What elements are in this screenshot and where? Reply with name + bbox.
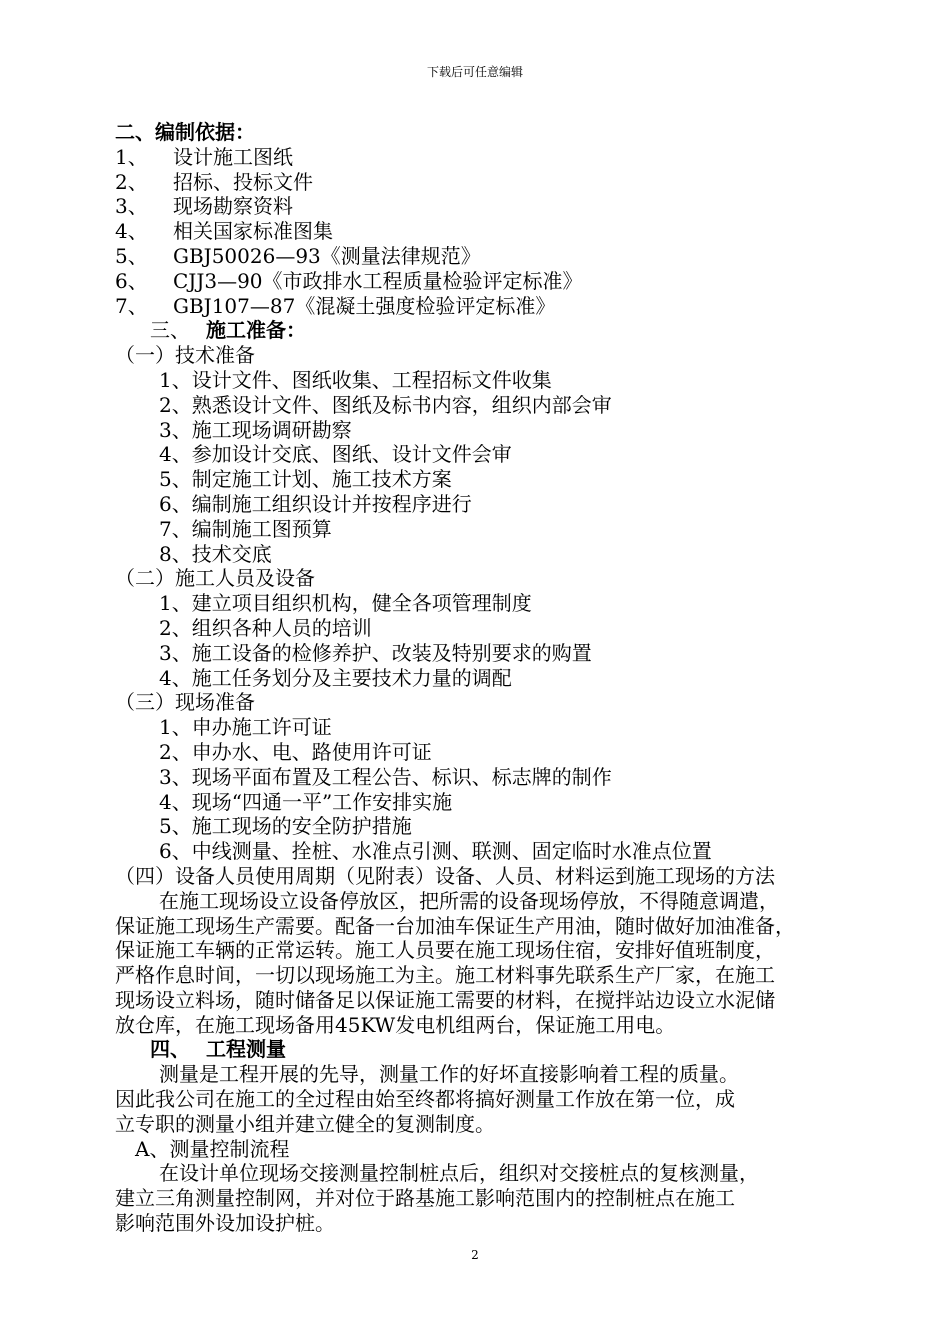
list-item: 7、编制施工图预算 bbox=[159, 516, 332, 541]
section-3-title: 施工准备： bbox=[206, 318, 306, 343]
list-item bbox=[115, 244, 875, 269]
paragraph-line: 立专职的测量小组并建立健全的复测制度。 bbox=[115, 1111, 495, 1136]
section-3-heading bbox=[115, 318, 875, 343]
subsection-4-paragraph bbox=[115, 889, 875, 1038]
list-item-number: 5、 bbox=[115, 243, 148, 268]
list-item bbox=[115, 219, 875, 244]
subsection-a-paragraph bbox=[115, 1161, 875, 1235]
list-item-text: CJJ3—90《市政排水工程质量检验评定标准》 bbox=[173, 268, 583, 293]
paragraph-line: 严格作息时间，一切以现场施工为主。施工材料事先联系生产厂家，在施工 bbox=[115, 963, 775, 988]
list-item bbox=[115, 145, 875, 170]
section-3-number: 三、 bbox=[150, 318, 190, 343]
paragraph-line: 保证施工现场生产需要。配备一台加油车保证生产用油，随时做好加油准备， bbox=[115, 913, 795, 938]
list-item-number: 7、 bbox=[115, 293, 148, 318]
section-4-title: 工程测量 bbox=[206, 1037, 286, 1062]
list-item-text: GBJ107—87《混凝土强度检验评定标准》 bbox=[173, 293, 556, 318]
list-item bbox=[115, 170, 875, 195]
list-item: 4、施工任务划分及主要技术力量的调配 bbox=[159, 665, 512, 690]
paragraph-line: 建立三角测量控制网，并对位于路基施工影响范围内的控制桩点在施工 bbox=[115, 1186, 735, 1211]
paragraph-line: 现场设立料场，随时储备足以保证施工需要的材料，在搅拌站边设立水泥储 bbox=[115, 987, 775, 1012]
list-item: 1、申办施工许可证 bbox=[159, 715, 332, 740]
subsection-4-title: （四）设备人员使用周期（见附表）设备、人员、材料运到施工现场的方法 bbox=[115, 863, 775, 888]
list-item-number: 2、 bbox=[115, 169, 148, 194]
list-item: 6、中线测量、拴桩、水准点引测、联测、固定临时水准点位置 bbox=[159, 839, 712, 864]
list-item bbox=[115, 194, 875, 219]
page-header: 下载后可任意编辑 bbox=[426, 65, 523, 79]
section-2-list bbox=[115, 145, 875, 319]
list-item: 6、编制施工组织设计并按程序进行 bbox=[159, 491, 472, 516]
list-item: 3、施工现场调研勘察 bbox=[159, 417, 352, 442]
list-item-number: 4、 bbox=[115, 219, 148, 244]
list-item: 2、熟悉设计文件、图纸及标书内容，组织内部会审 bbox=[159, 392, 612, 417]
list-item bbox=[115, 269, 875, 294]
subsection-3-title: （三）现场准备 bbox=[115, 690, 255, 715]
list-item bbox=[115, 294, 875, 319]
list-item-text: 设计施工图纸 bbox=[173, 144, 293, 169]
section-4-paragraph bbox=[115, 1062, 875, 1136]
list-item-number: 3、 bbox=[115, 194, 148, 219]
list-item: 3、施工设备的检修养护、改装及特别要求的购置 bbox=[159, 640, 592, 665]
paragraph-line: 放仓库，在施工现场备用45KW发电机组两台，保证施工用电。 bbox=[115, 1012, 676, 1037]
subsection-1-title: （一）技术准备 bbox=[115, 343, 255, 368]
list-item: 1、设计文件、图纸收集、工程招标文件收集 bbox=[159, 367, 552, 392]
list-item: 4、参加设计交底、图纸、设计文件会审 bbox=[159, 442, 512, 467]
list-item-text: GBJ50026—93《测量法律规范》 bbox=[173, 243, 481, 268]
list-item: 4、现场“四通一平”工作安排实施 bbox=[159, 789, 453, 814]
list-item-text: 现场勘察资料 bbox=[173, 194, 293, 219]
list-item: 5、制定施工计划、施工技术方案 bbox=[159, 467, 452, 492]
paragraph-line: 在施工现场设立设备停放区，把所需的设备现场停放，不得随意调遣， bbox=[159, 888, 779, 913]
list-item: 8、技术交底 bbox=[159, 541, 272, 566]
paragraph-line: 测量是工程开展的先导，测量工作的好坏直接影响着工程的质量。 bbox=[159, 1062, 739, 1087]
list-item-number: 6、 bbox=[115, 268, 148, 293]
list-item-text: 相关国家标准图集 bbox=[173, 219, 333, 244]
section-2-title: 二、编制依据： bbox=[115, 120, 255, 144]
paragraph-line: 影响范围外设加设护桩。 bbox=[115, 1211, 335, 1236]
list-item: 5、施工现场的安全防护措施 bbox=[159, 814, 412, 839]
paragraph-line: 保证施工车辆的正常运转。施工人员要在施工现场住宿，安排好值班制度， bbox=[115, 938, 775, 963]
list-item: 1、建立项目组织机构，健全各项管理制度 bbox=[159, 591, 532, 616]
list-item: 2、组织各种人员的培训 bbox=[159, 615, 372, 640]
list-item: 3、现场平面布置及工程公告、标识、标志牌的制作 bbox=[159, 764, 612, 789]
paragraph-line: 在设计单位现场交接测量控制桩点后，组织对交接桩点的复核测量， bbox=[159, 1161, 759, 1186]
document-body bbox=[115, 120, 875, 1236]
section-4-number: 四、 bbox=[150, 1037, 190, 1062]
subsection-2-title: （二）施工人员及设备 bbox=[115, 566, 315, 591]
section-4-heading bbox=[115, 1037, 875, 1062]
subsection-a-title: A、测量控制流程 bbox=[135, 1136, 290, 1161]
paragraph-line: 因此我公司在施工的全过程由始至终都将搞好测量工作放在第一位，成 bbox=[115, 1087, 735, 1112]
page-number: 2 bbox=[471, 1248, 479, 1262]
list-item-number: 1、 bbox=[115, 144, 148, 169]
list-item: 2、申办水、电、路使用许可证 bbox=[159, 739, 432, 764]
list-item-text: 招标、投标文件 bbox=[173, 169, 313, 194]
